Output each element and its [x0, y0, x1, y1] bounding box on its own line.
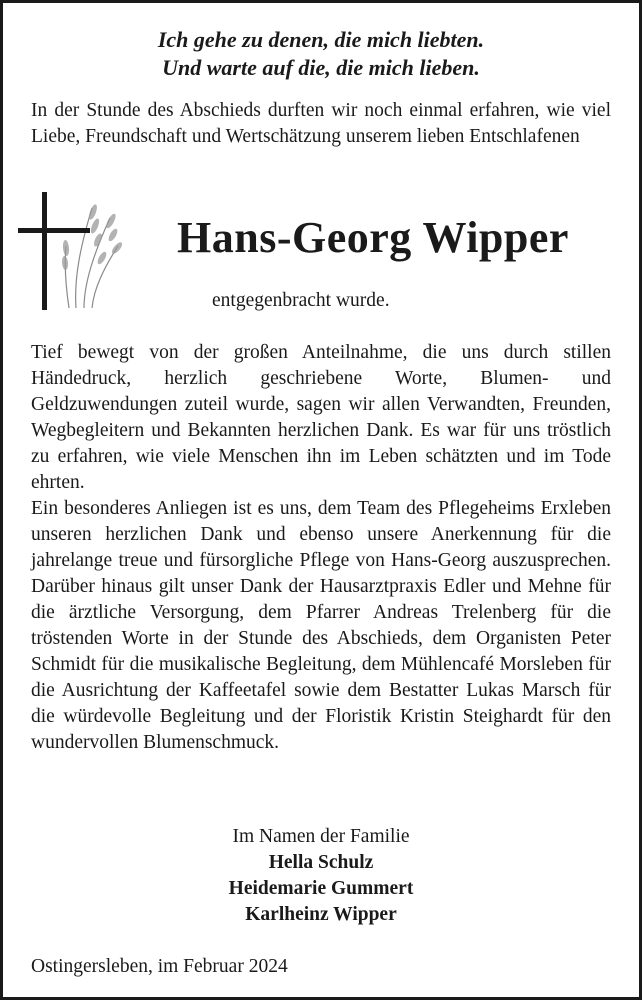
- body-text: [31, 340, 611, 756]
- signature-name-1: Hella Schulz: [268, 852, 374, 873]
- signature-name-2: Heidemarie Gummert: [228, 878, 414, 899]
- cross-with-wheat-icon: [14, 188, 126, 312]
- place-date: Ostingersleben, im Februar 2024: [31, 956, 288, 977]
- signature-name-3: Karlheinz Wipper: [245, 904, 397, 925]
- signature-block: [0, 824, 642, 928]
- motto-line-2: Und warte auf die, die mich lieben.: [162, 55, 480, 80]
- after-name-text: entgegenbracht wurde.: [212, 290, 390, 311]
- signature-intro: Im Namen der Familie: [232, 826, 410, 847]
- motto: [0, 26, 642, 82]
- intro-text: In der Stunde des Abschieds durften wir noch einmal erfahren, wie viel Liebe, Freundschaft und Wertschätzung unserem lieben Entschlafenen: [31, 100, 611, 147]
- motto-line-1: Ich gehe zu denen, die mich liebten.: [157, 27, 485, 52]
- body-paragraph-2: Ein besonderes Anliegen ist es uns, dem Team des Pflegeheims Erxleben unseren herzlichen Dank und ebenso unsere Anerkennung für die jahrelange treue und fürsorgliche Pflege von Hans-Georg auszusprechen. Darüber hinaus gilt unser Dank der Hausarztpraxis Edler und Mehne für die ärztliche Versorgung, dem Pfarrer Andreas Trelenberg für die tröstenden Worte in der Stunde des Abschieds, dem Organisten Peter Schmidt für die musikalische Begleitung, dem Mühlencafé Morsleben für die Ausrichtung der Kaffeetafel sowie dem Bestatter Lukas Marsch für die würdevolle Begleitung und der Floristik Kristin Steighardt für den wundervollen Blumenschmuck.: [31, 498, 611, 753]
- body-paragraph-1: Tief bewegt von der großen Anteilnahme, die uns durch stillen Händedruck, herzlich geschriebene Worte, Blumen- und Geldzuwendungen zuteil wurde, sagen wir allen Verwandten, Freunden, Wegbegleitern und Bekannten herzlichen Dank. Es war für uns tröstlich zu erfahren, wie viele Menschen ihn im Leben schätzten und im Tode ehrten.: [31, 342, 611, 493]
- deceased-name: Hans-Georg Wipper: [177, 213, 569, 262]
